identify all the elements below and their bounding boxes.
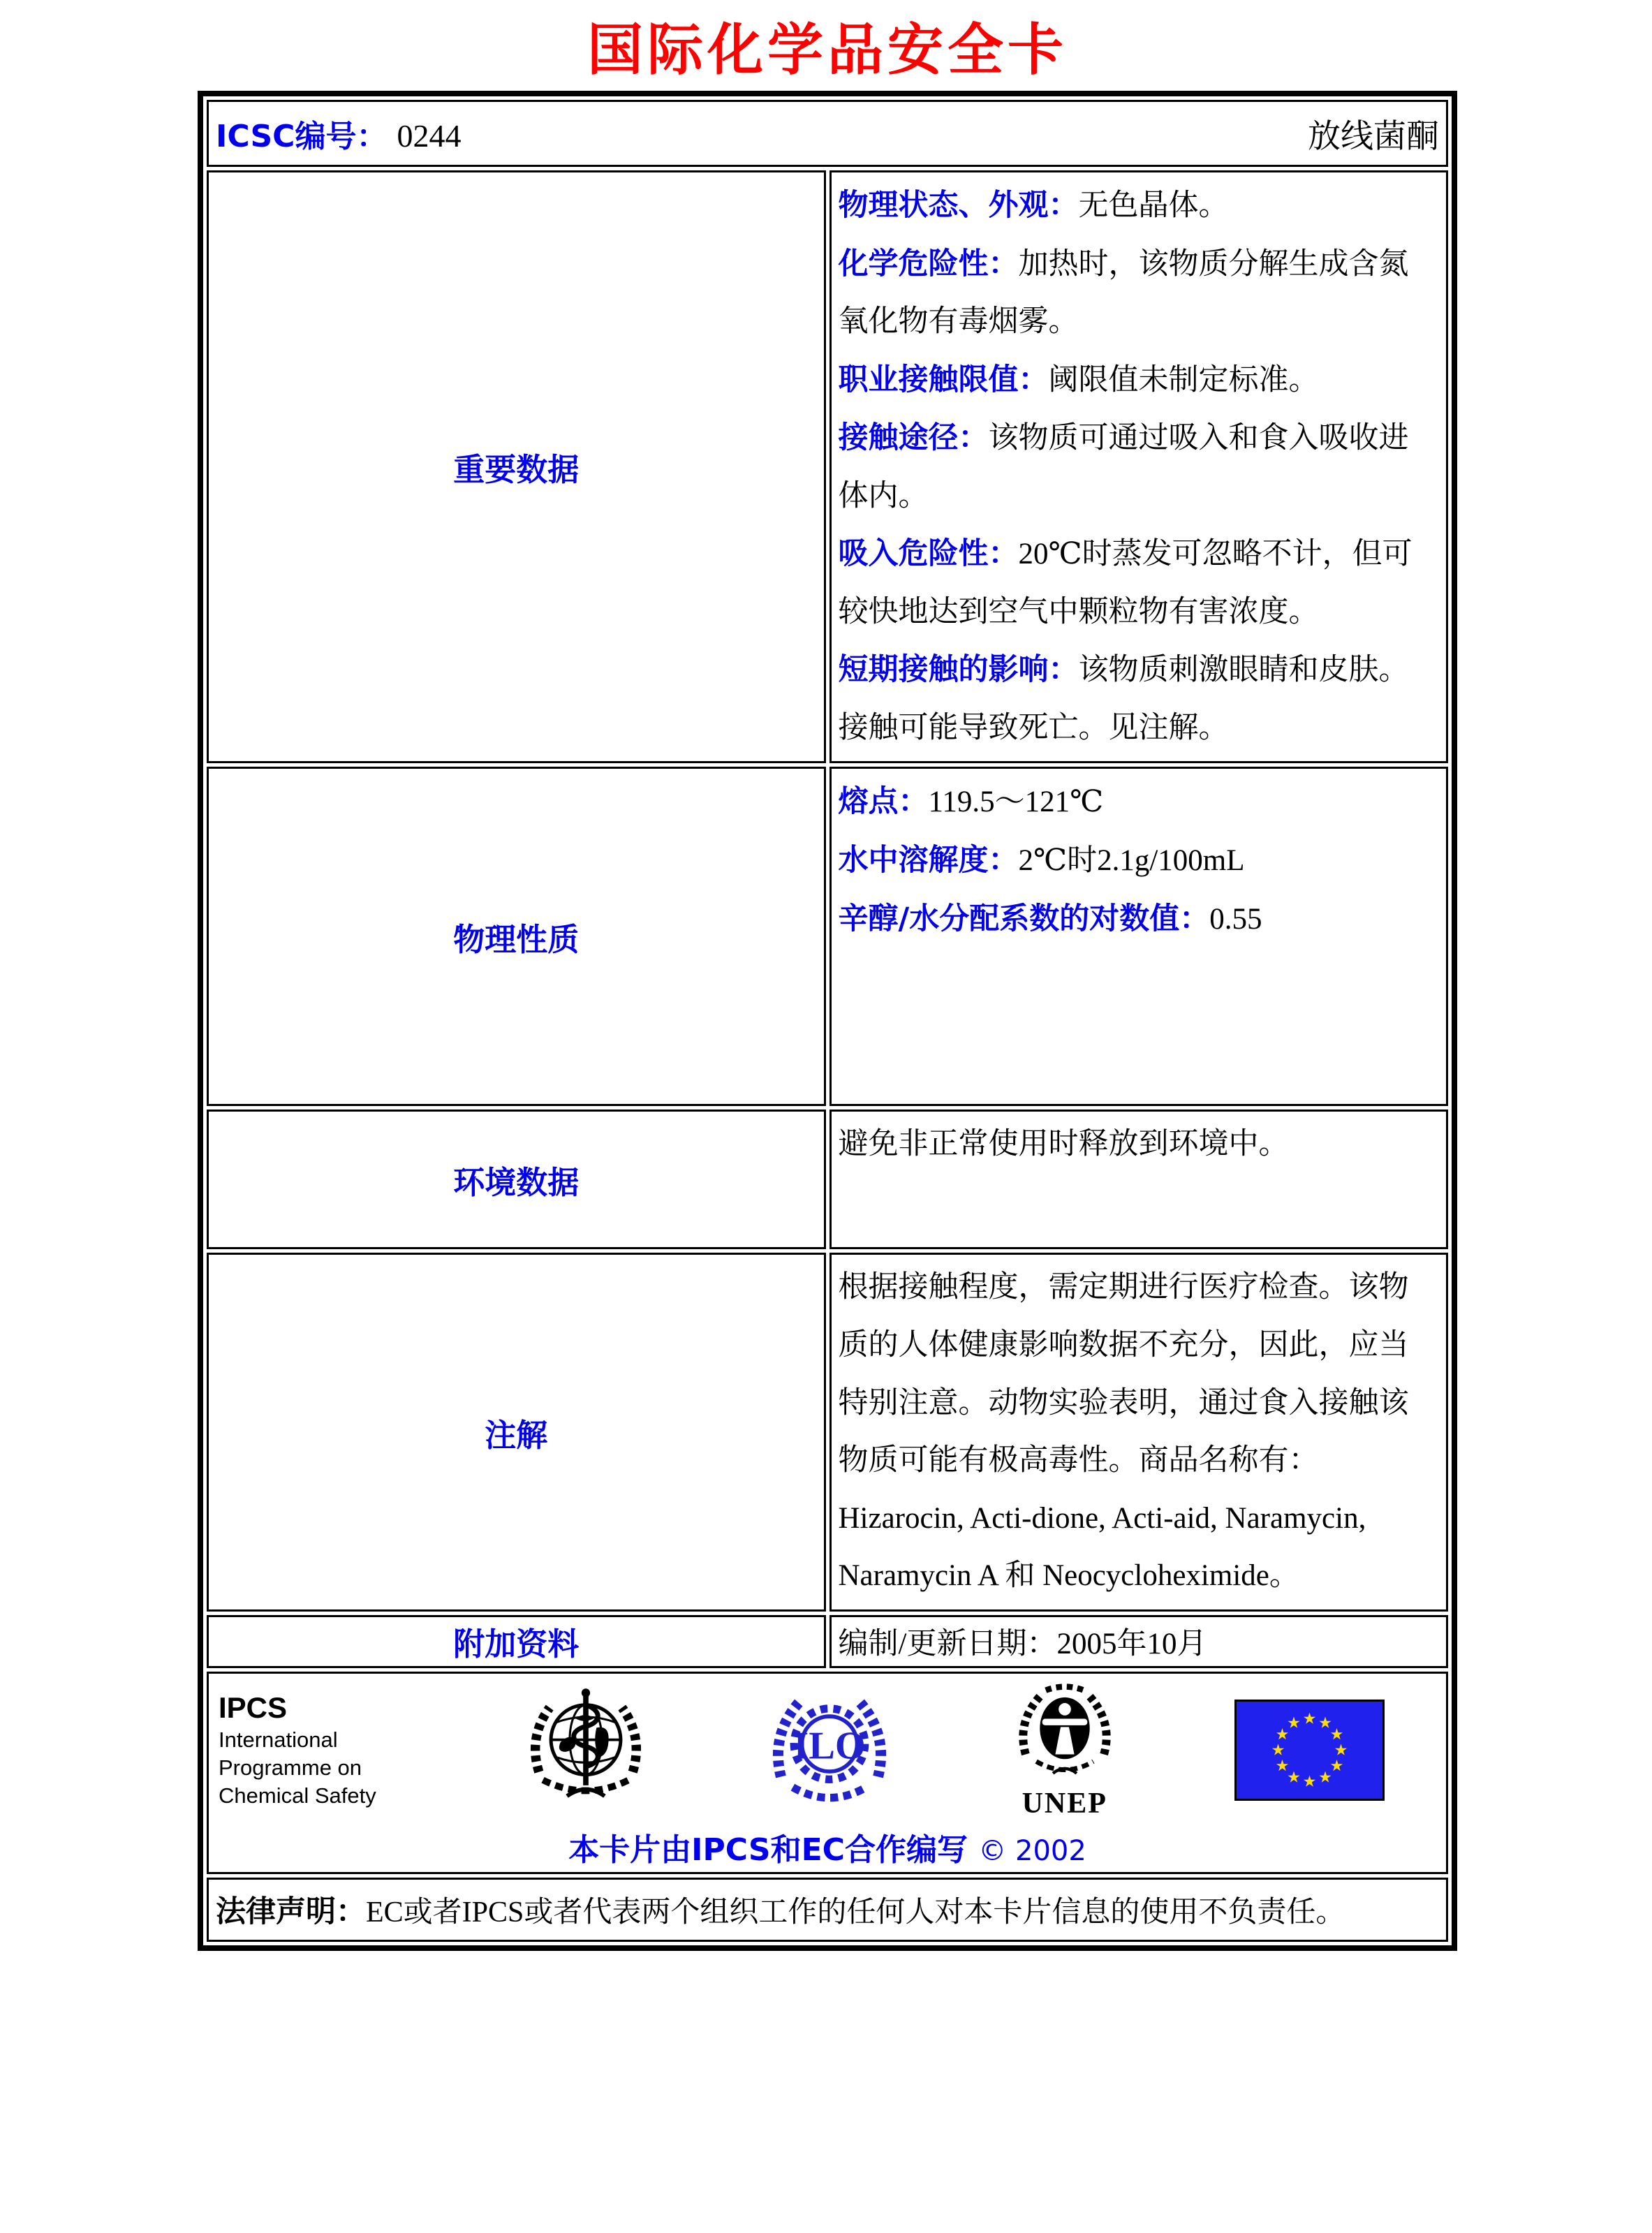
notes-text: 根据接触程度，需定期进行医疗检查。该物质的人体健康影响数据不充分，因此，应当特别注意。动物实验表明，通过食入接触该物质可能有极高毒性。商品名称有：Hizarocin, Acti-dione, Acti-aid, Naramycin, Naramycin A 和 Neocycloheximide。 xyxy=(838,1271,1409,1593)
important-item xyxy=(839,351,1437,410)
environmental-data-content xyxy=(829,1110,1449,1249)
icsc-number-label: ICSC编号： xyxy=(216,119,388,154)
copyright-text: © 2002 xyxy=(978,1834,1086,1867)
ilo-icon xyxy=(764,1685,895,1816)
item-text: 无色晶体。 xyxy=(1078,189,1229,222)
important-data-label: 重要数据 xyxy=(207,170,826,763)
important-item xyxy=(839,641,1437,757)
physical-properties-row xyxy=(207,767,1448,1106)
ipcs-text-block xyxy=(219,1690,408,1810)
physical-properties-label: 物理性质 xyxy=(207,767,826,1106)
important-data-row xyxy=(207,170,1448,763)
cooperation-caption xyxy=(209,1825,1446,1869)
item-label: 接触途径： xyxy=(838,420,989,456)
important-item xyxy=(839,525,1437,641)
item-label: 辛醇/水分配系数的对数值： xyxy=(838,901,1210,936)
item-text: 2℃时2.1g/100mL xyxy=(1018,844,1245,878)
unep-block xyxy=(1005,1681,1124,1820)
ipcs-line: Programme on xyxy=(219,1755,362,1780)
additional-info-content: 编制/更新日期：2005年10月 xyxy=(829,1615,1449,1668)
chemical-name: 放线菌酮 xyxy=(1308,118,1439,155)
ilo-letters: ILO xyxy=(792,1724,866,1768)
additional-info-label: 附加资料 xyxy=(207,1615,826,1668)
legal-cell xyxy=(207,1878,1448,1942)
important-item xyxy=(839,409,1437,525)
ipcs-line: Chemical Safety xyxy=(219,1783,376,1808)
page-title: 国际化学品安全卡 xyxy=(587,17,1068,82)
item-text: 该物质可通过吸入和食入吸收进体内。 xyxy=(838,422,1409,513)
icsc-card-table xyxy=(198,91,1457,1951)
header-cell xyxy=(207,100,1448,167)
legal-text: EC或者IPCS或者代表两个组织工作的任何人对本卡片信息的使用不负责任。 xyxy=(366,1896,1345,1929)
item-label: 短期接触的影响： xyxy=(838,652,1079,688)
physical-item xyxy=(839,773,1437,832)
item-label: 物理状态、外观： xyxy=(838,188,1079,223)
who-icon xyxy=(519,1683,653,1818)
notes-label: 注解 xyxy=(207,1253,826,1611)
legal-label: 法律声明： xyxy=(216,1894,366,1930)
physical-item xyxy=(839,832,1437,890)
important-item xyxy=(839,177,1437,235)
logos-cell xyxy=(207,1672,1448,1874)
item-label: 化学危险性： xyxy=(838,246,1019,281)
environmental-data-label: 环境数据 xyxy=(207,1110,826,1249)
item-text: 119.5～121℃ xyxy=(928,786,1104,819)
logos-row xyxy=(207,1672,1448,1874)
item-label: 职业接触限值： xyxy=(838,362,1049,397)
ipcs-line: International xyxy=(219,1727,338,1752)
item-text: 20℃时蒸发可忽略不计，但可较快地达到空气中颗粒物有害浓度。 xyxy=(838,538,1413,628)
important-item xyxy=(839,235,1437,351)
icsc-number-value: 0244 xyxy=(397,118,462,154)
ipcs-title: IPCS xyxy=(219,1691,288,1725)
unep-wordmark: UNEP xyxy=(1022,1787,1107,1820)
item-label: 熔点： xyxy=(838,784,929,820)
item-text: 阈限值未制定标准。 xyxy=(1048,363,1319,397)
environment-text: 避免非正常使用时释放到环境中。 xyxy=(838,1128,1289,1161)
additional-info-row xyxy=(207,1615,1448,1668)
eu-flag-icon xyxy=(1234,1700,1385,1801)
item-label: 吸入危险性： xyxy=(838,536,1019,572)
item-text: 该物质刺激眼睛和皮肤。接触可能导致死亡。见注解。 xyxy=(838,654,1409,744)
notes-content xyxy=(829,1253,1449,1611)
unep-icon xyxy=(1005,1681,1124,1792)
item-text: 加热时，该物质分解生成含氮氧化物有毒烟雾。 xyxy=(838,247,1409,339)
physical-item xyxy=(839,890,1437,949)
legal-row xyxy=(207,1878,1448,1942)
physical-properties-content xyxy=(829,767,1449,1106)
environmental-data-row xyxy=(207,1110,1448,1249)
caption-text: 本卡片由IPCS和EC合作编写 xyxy=(568,1832,968,1868)
icsc-number-group xyxy=(216,111,461,156)
header-row xyxy=(207,100,1448,167)
important-data-content xyxy=(829,170,1449,763)
item-text: 0.55 xyxy=(1209,902,1262,936)
icsc-card-page xyxy=(198,0,1457,1951)
notes-row xyxy=(207,1253,1448,1611)
item-label: 水中溶解度： xyxy=(838,843,1019,878)
